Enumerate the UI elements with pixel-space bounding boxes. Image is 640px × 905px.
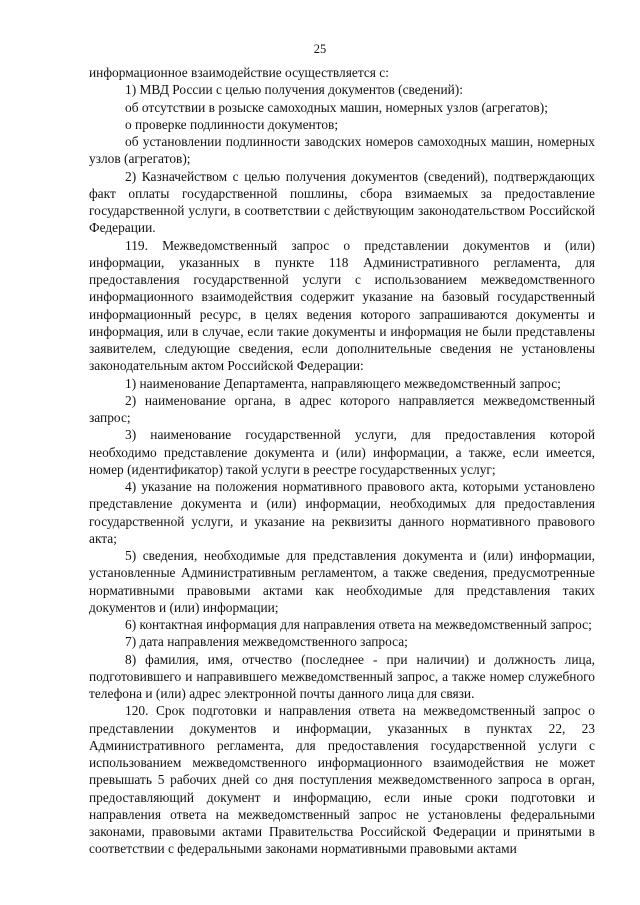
- paragraph: 120. Срок подготовки и направления ответа на межведомственный запрос о представлении документов и информации, указанных в пунктах 22, 23 Административного регламента, для предоставления государственной услуги с использованием межведомственного информационного взаимодействия не может превышать 5 рабочих дней со дня поступления межведомственного запроса в орган, предоставляющий документ и информацию, если иные сроки подготовки и направления ответа на межведомственный запрос не установлены федеральными законами, правовыми актами Правительства Российской Федерации и принятыми в соответствии с федеральными законами нормативными правовыми актами: [89, 703, 595, 857]
- paragraph: 3) наименование государственной услуги, для предоставления которой необходимо представление документа и (или) информации, а также, если имеется, номер (идентификатор) такой услуги в реестре государственных услуг;: [89, 427, 595, 477]
- paragraph: 7) дата направления межведомственного запроса;: [125, 634, 408, 650]
- paragraph: 2) наименование органа, в адрес которого направляется межведомственный запрос;: [89, 392, 595, 425]
- paragraph: информационное взаимодействие осуществляется с:: [89, 65, 389, 80]
- paragraph: 1) МВД России с целью получения документов (сведений):: [125, 82, 463, 98]
- paragraph: 2) Казначейством с целью получения документов (сведений), подтверждающих факт оплаты государственной пошлины, сбора взимаемых за предоставление государственной услуги, в соответствии с действующим законодательством Российской Федерации.: [89, 168, 595, 236]
- paragraph: 6) контактная информация для направления ответа на межведомственный запрос;: [125, 617, 592, 632]
- paragraph: об установлении подлинности заводских номеров самоходных машин, номерных узлов (агрегатов);: [89, 134, 595, 167]
- document-body: [89, 64, 595, 858]
- paragraph: 8) фамилия, имя, отчество (последнее - при наличии) и должность лица, подготовившего и направившего межведомственный запрос, а также номер служебного телефона и (или) адрес электронной почты данного лица для связи.: [89, 651, 595, 701]
- page-number: 25: [313, 42, 327, 56]
- paragraph: 4) указание на положения нормативного правового акта, которыми установлено представление документа и (или) информации, необходимых для предоставления государственной услуги, и указание на реквизиты данного нормативного правового акта;: [89, 479, 595, 546]
- paragraph: 5) сведения, необходимые для представления документа и (или) информации, установленные Административным регламентом, а также сведения, предусмотренные нормативными правовыми актами как необходимые для представления таких документов и (или) информации;: [89, 548, 595, 615]
- paragraph: 119. Межведомственный запрос о представлении документов и (или) информации, указанных в пункте 118 Административного регламента, для предоставления государственной услуги с использованием межведомственного информационного взаимодействия содержит указание на базовый государственный информационный ресурс, в целях ведения которого запрашиваются документы и информация, или в случае, если такие документы и информация не были представлены заявителем, следующие сведения, если дополнительные сведения не установлены законодательным актом Российской Федерации:: [89, 237, 595, 374]
- paragraph: о проверке подлинности документов;: [125, 116, 339, 132]
- paragraph: 1) наименование Департамента, направляющего межведомственный запрос;: [125, 375, 561, 391]
- paragraph: об отсутствии в розыске самоходных машин, номерных узлов (агрегатов);: [125, 99, 548, 115]
